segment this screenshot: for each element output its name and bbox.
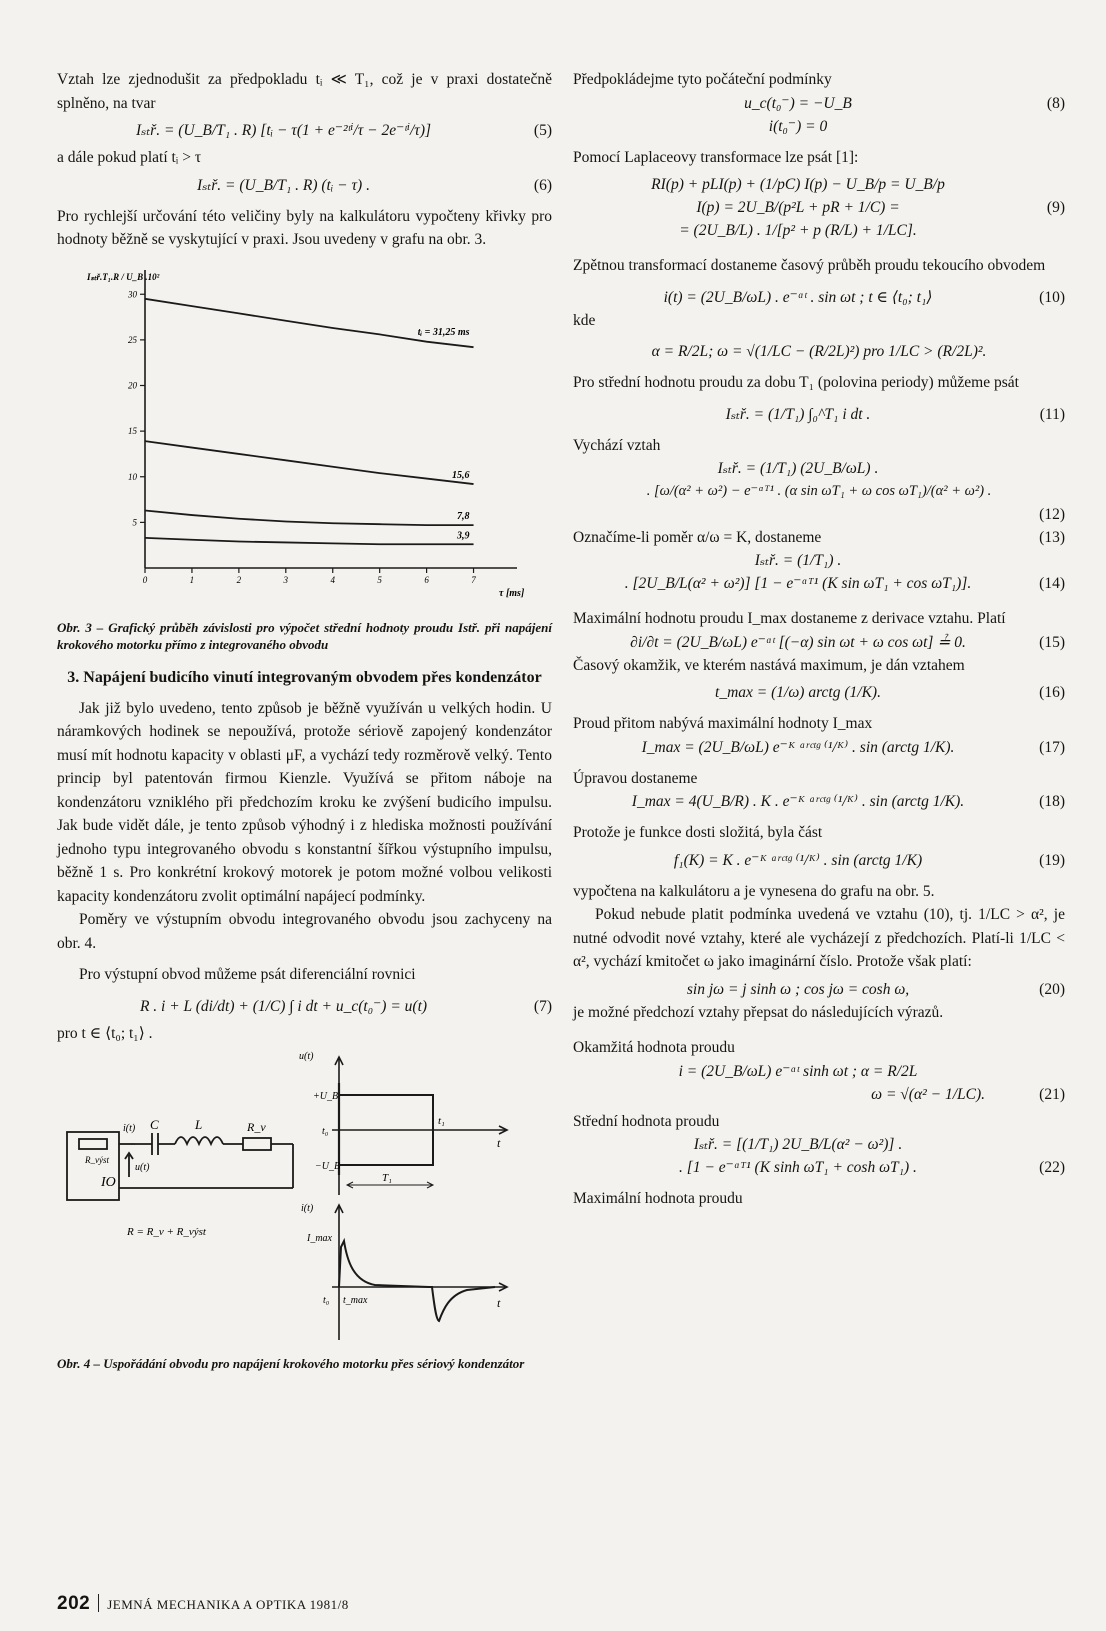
series-line xyxy=(145,441,474,484)
right-column xyxy=(573,68,1065,1211)
paragraph: Pokud nebude platit podmínka uvedená ve vztahu (10), tj. 1/LC > α², je nutné odvodit nové vztahy, které ale vycházejí z předchozích. Platí-li 1/LC < α², vychází kmitočet ω jako imaginární číslo. Protože však platí: xyxy=(573,906,1065,970)
y-tick-label: 15 xyxy=(128,425,137,436)
equation-21b: ω = √(α² − 1/LC). (21) xyxy=(871,1085,1065,1103)
io-label: IO xyxy=(101,1175,116,1190)
equation-22b: . [1 − e⁻ᵅᵀ¹ (K sinh ωT₁ + cosh ωT₁) . (22) xyxy=(679,1159,1065,1176)
x-tick-label: 5 xyxy=(377,574,382,585)
figure-4-drawing xyxy=(57,1045,552,1350)
series-line xyxy=(145,298,474,346)
equation-15: ∂i/∂t = (2U_B/ωL) e⁻ᵅᵗ [(−α) sin ωt + ω cos ωt] ≟ 0. (15) xyxy=(630,633,1065,651)
t1-label: t₁ xyxy=(438,1115,445,1127)
paragraph: Střední hodnota proudu xyxy=(573,1112,720,1130)
paragraph: vypočtena na kalkulátoru a je vynesena do grafu na obr. 5. xyxy=(573,882,935,900)
paragraph: Maximální hodnotu proudu I_max dostaneme z derivace vztahu. Platí xyxy=(573,610,1006,627)
y-tick-label: 5 xyxy=(132,516,137,527)
rvyst-label: R_výst xyxy=(85,1155,109,1165)
equation-17: I_max = (2U_B/ωL) e⁻ᴷ ᵃʳᶜᵗᵍ ⁽¹/ᴷ⁾ . sin (arctg 1/K). (17) xyxy=(641,738,1065,756)
current-waveform xyxy=(332,1205,507,1340)
left-column xyxy=(57,68,552,1372)
paragraph: Pomocí Laplaceovy transformace lze psát [1]: xyxy=(573,148,859,166)
x-tick-label: 1 xyxy=(189,574,195,585)
resistance-formula: R = R_v + R_výst xyxy=(127,1226,206,1238)
y-tick-label: 10 xyxy=(128,471,137,482)
paragraph: Vztah lze zjednodušit za předpokladu tᵢ ≪ T₁, což je v praxi dostatečně splněno, na tvar xyxy=(57,71,552,112)
y-tick-label: 20 xyxy=(128,380,137,390)
tmax-label: t_max xyxy=(343,1295,368,1306)
minus-ub-label: −U_B xyxy=(315,1161,341,1172)
equation-7: R . i + L (di/dt) + (1/C) ∫ i dt + u_c(t₀⁻) = u(t) (7) xyxy=(139,997,552,1015)
paragraph: kde xyxy=(573,311,596,329)
equation-8: u_c(t₀⁻) = −U_B (8) xyxy=(744,94,1065,112)
i-axis-label: i(t) xyxy=(301,1203,314,1214)
equation-22a: Iₛₜř. = [(1/T₁) 2U_B/L(α² − ω²)] . xyxy=(693,1136,903,1153)
paragraph: je možné předchozí vztahy přepsat do následujících výrazů. xyxy=(573,1003,944,1021)
page-number: 202 xyxy=(57,1593,91,1614)
resistor-label: R_v xyxy=(247,1120,266,1134)
equation-9b: I(p) = 2U_B/(p²L + pR + 1/C) = (9) xyxy=(696,199,1065,216)
t-axis-label: t xyxy=(497,1296,501,1310)
paragraph: Označíme-li poměr α/ω = K, dostaneme (13) xyxy=(573,529,1065,546)
chart-3 xyxy=(57,260,552,610)
equation-6: Iₛₜř. = (U_B/T₁ . R) (tᵢ − τ) . (6) xyxy=(197,176,552,194)
equation-9a: RI(p) + pLI(p) + (1/pC) I(p) − U_B/p = U_B/p xyxy=(651,176,945,193)
paragraph: Proud přitom nabývá maximální hodnoty I_max xyxy=(573,715,873,732)
x-axis-label: τ [ms] xyxy=(499,587,525,599)
imax-label: I_max xyxy=(307,1233,332,1244)
paragraph: Poměry ve výstupním obvodu integrovaného obvodu jsou zachyceny na obr. 4. xyxy=(57,911,552,952)
series-line xyxy=(145,537,474,543)
figure-4-caption: Obr. 4 – Uspořádání obvodu pro napájení krokového motorku přes sériový kondenzátor xyxy=(57,1356,525,1371)
equation-8b: i(t₀⁻) = 0 xyxy=(768,117,828,135)
t0-label: t₀ xyxy=(323,1295,330,1306)
equation-19: f₁(K) = K . e⁻ᴷ ᵃʳᶜᵗᵍ ⁽¹/ᴷ⁾ . sin (arctg 1/K) (19) xyxy=(673,851,1065,869)
figure-3 xyxy=(57,260,552,615)
equation-5: Iₛₜř. = (U_B/T₁ . R) [tᵢ − τ(1 + e⁻²ᵗⁱ/τ − 2e⁻ᵗⁱ/τ)] (5) xyxy=(135,122,552,139)
equation-21a: i = (2U_B/ωL) e⁻ᵅᵗ sinh ωt ; α = R/2L xyxy=(678,1062,918,1080)
paragraph: pro t ∈ ⟨t₀; t₁⟩ . xyxy=(57,1024,153,1042)
paragraph: Okamžitá hodnota proudu xyxy=(573,1039,735,1056)
voltage-waveform xyxy=(332,1057,507,1195)
inductor-label: L xyxy=(195,1117,203,1132)
figure-3-caption: Obr. 3 – Grafický průběh závislosti pro výpočet střední hodnoty proudu Istř. při napájení krokového motorku přímo z integrovaného obvodu xyxy=(57,619,552,652)
equation-12b: . [ω/(α² + ω²) − e⁻ᵅᵀ¹ . (α sin ωT₁ + ω cos ωT₁)/(α² + ω²) . xyxy=(646,483,992,499)
equation-10b: α = R/2L; ω = √(1/LC − (R/2L)²) pro 1/LC > (R/2L)². xyxy=(651,343,987,360)
y-tick-label: 25 xyxy=(128,334,137,345)
paragraph: Časový okamžik, ve kterém nastává maximum, je dán vztahem xyxy=(573,656,965,674)
voltage-label: u(t) xyxy=(135,1162,150,1173)
series-label: 3,9 xyxy=(457,529,470,541)
series-label: 7,8 xyxy=(457,510,470,522)
paragraph: Zpětnou transformací dostaneme časový průběh proudu tekoucího obvodem xyxy=(573,257,1046,274)
journal-name: JEMNÁ MECHANIKA A OPTIKA 1981/8 xyxy=(107,1597,349,1612)
footer-divider xyxy=(98,1594,99,1612)
x-tick-label: 6 xyxy=(424,574,429,585)
x-tick-label: 3 xyxy=(283,574,289,585)
paragraph: Úpravou dostaneme xyxy=(573,769,698,787)
paragraph: Předpokládejme tyto počáteční podmínky xyxy=(573,71,832,88)
paragraph: Maximální hodnota proudu xyxy=(573,1190,743,1207)
equation-11: Iₛₜř. = (1/T₁) ∫₀^T₁ i dt . (11) xyxy=(725,405,1065,423)
equation-12-number: (12) xyxy=(1039,506,1065,523)
paragraph: Pro výstupní obvod můžeme psát diferenciální rovnici xyxy=(79,966,416,983)
series-line xyxy=(145,510,474,525)
paragraph: Pro střední hodnotu proudu za dobu T₁ (polovina periody) můžeme psát xyxy=(573,374,1019,391)
equation-14b: . [2U_B/L(α² + ω²)] [1 − e⁻ᵅᵀ¹ (K sin ωT₁ + cos ωT₁)]. (14) xyxy=(624,575,1065,592)
paragraph: a dále pokud platí tᵢ > τ xyxy=(57,149,202,166)
equation-9c: = (2U_B/L) . 1/[p² + p (R/L) + 1/LC]. xyxy=(679,222,917,239)
x-tick-label: 7 xyxy=(471,574,476,585)
y-axis-label: Iₛₜř.T₁.R / U_B .10² xyxy=(87,271,160,282)
equation-14a: Iₛₜř. = (1/T₁) . xyxy=(754,552,842,569)
paragraph: Vychází vztah xyxy=(573,436,661,454)
figure-4 xyxy=(57,1045,552,1355)
t0-label: t₀ xyxy=(322,1126,329,1137)
section-heading: 3. Napájení budicího vinutí integrovaným obvodem přes kondenzátor xyxy=(67,668,542,686)
equation-10: i(t) = (2U_B/ωL) . e⁻ᵅᵗ . sin ωt ; t ∈ ⟨t₀; t₁⟩ (10) xyxy=(663,288,1065,306)
y-tick-label: 30 xyxy=(128,288,137,299)
paragraph: Pro rychlejší určování této veličiny byly na kalkulátoru vypočteny křivky pro hodnoty běžně se vyskytující v praxi. Jsou uvedeny v grafu na obr. 3. xyxy=(57,207,552,248)
series-label: 15,6 xyxy=(452,469,470,481)
current-label: i(t) xyxy=(123,1123,136,1134)
equation-12a: Iₛₜř. = (1/T₁) (2U_B/ωL) . xyxy=(717,460,879,477)
series-label: tᵢ = 31,25 ms xyxy=(417,326,470,338)
x-tick-label: 2 xyxy=(236,574,242,585)
T1-label: T₁ xyxy=(382,1172,392,1184)
equation-16: t_max = (1/ω) arctg (1/K). (16) xyxy=(715,684,1065,701)
t-axis-label: t xyxy=(497,1136,501,1150)
x-tick-label: 4 xyxy=(330,574,335,585)
paragraph: Protože je funkce dosti složitá, byla část xyxy=(573,824,823,841)
x-tick-label: 0 xyxy=(142,574,148,585)
u-axis-label: u(t) xyxy=(299,1051,314,1062)
equation-18: I_max = 4(U_B/R) . K . e⁻ᴷ ᵃʳᶜᵗᵍ ⁽¹/ᴷ⁾ . sin (arctg 1/K). (18) xyxy=(631,793,1065,810)
equation-20: sin jω = j sinh ω ; cos jω = cosh ω, (20) xyxy=(686,980,1065,998)
paragraph: Jak již bylo uvedeno, tento způsob je běžně využíván u velkých hodin. U náramkových hodinek se nepoužívá, protože sériově zapojený kondenzátor musí mít hodnotu kapacity v oblasti μF, a vychází tedy rozměrově velký. Tento princip byl patentován firmou Kienzle. Využívá se přitom náboje na kondenzátoru vzniklého při předchozím kroku ke zvýšení budicího impulsu. Jak bude vidět dále, je tento způsob výhodný i z hlediska možnosti používání jednoho typu integrovaného obvodu s konstantní šířkou výstupního impulsu, běžně 1 s. Pro konkrétní krokový motorek je potom možné volbou velikosti kapacity kondenzátoru zvolit optimální napájecí podmínky. xyxy=(57,699,552,905)
plus-ub-label: +U_B xyxy=(313,1091,339,1102)
capacitor-label: C xyxy=(150,1117,159,1132)
page-footer xyxy=(57,1593,349,1615)
